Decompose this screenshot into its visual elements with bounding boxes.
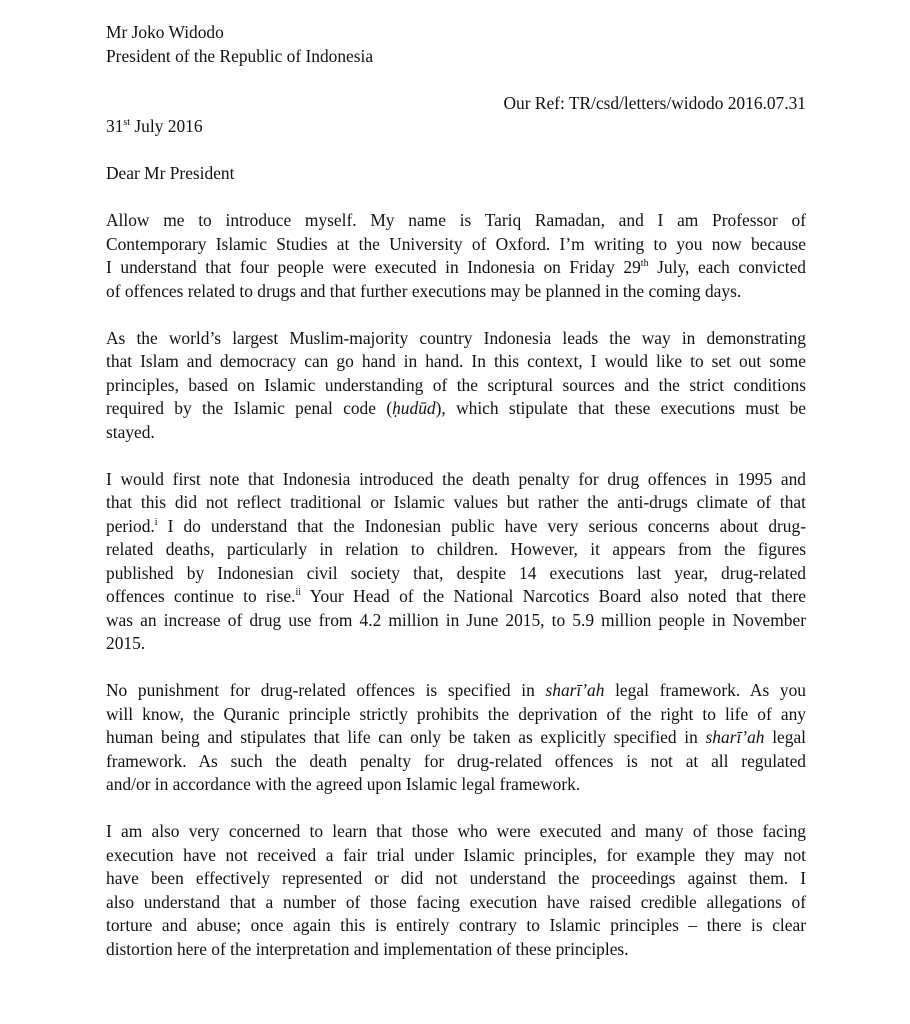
letter-ref — [106, 92, 806, 116]
text-line — [106, 92, 806, 116]
letter-date — [106, 115, 806, 139]
text-run: offences continue to rise. — [106, 586, 296, 606]
text-run: legal framework. As you — [604, 680, 806, 700]
text-line — [106, 867, 806, 891]
text-run: July, each convicted — [648, 257, 806, 277]
text-run: legal — [764, 727, 806, 747]
text-run: 31 — [106, 116, 124, 136]
text-run: I am also very concerned to learn that those who were executed and many of those facing — [106, 821, 806, 841]
text-run: principles, based on Islamic understanding of the scriptural sources and the strict conditions — [106, 374, 806, 395]
paragraph-spacer — [106, 303, 806, 327]
text-line — [106, 703, 806, 727]
letter-paragraph — [106, 679, 806, 797]
ordinal-suffix: st — [123, 117, 131, 128]
paragraph-spacer — [106, 186, 806, 210]
text-run: stayed. — [106, 421, 155, 442]
paragraph-spacer — [106, 139, 806, 163]
text-line — [106, 162, 806, 186]
letter-paragraph — [106, 468, 806, 656]
text-run: related deaths, particularly in relation to children. However, it appears from the figures — [106, 539, 806, 559]
text-run: Contemporary Islamic Studies at the University of Oxford. I’m writing to you now because — [106, 233, 806, 254]
text-line — [106, 844, 806, 868]
text-run: No punishment for drug-related offences is specified in — [106, 680, 546, 700]
text-line — [106, 491, 806, 515]
italic-term: sharī’ah — [545, 680, 605, 700]
text-run: Your Head of the National Narcotics Board also noted that there — [301, 586, 806, 606]
text-line — [106, 609, 806, 633]
text-run: Our Ref: TR/csd/letters/widodo 2016.07.31 — [503, 92, 806, 113]
text-line — [106, 397, 806, 421]
text-line — [106, 773, 806, 797]
text-line — [106, 350, 806, 374]
text-run: Allow me to introduce myself. My name is Tariq Ramadan, and I am Professor of — [106, 210, 806, 230]
text-line — [106, 538, 806, 562]
text-run: required by the Islamic penal code ( — [106, 398, 393, 418]
text-line — [106, 115, 806, 139]
text-line — [106, 632, 806, 656]
letter-page — [106, 21, 806, 961]
text-run: human being and stipulates that life can only be taken as explicitly specified in — [106, 727, 706, 747]
text-run: published by Indonesian civil society that, despite 14 executions last year, drug-related — [106, 562, 806, 583]
text-line — [106, 585, 806, 609]
text-run: President of the Republic of Indonesia — [106, 45, 374, 66]
letter-paragraph — [106, 820, 806, 961]
text-run: was an increase of drug use from 4.2 million in June 2015, to 5.9 million people in November — [106, 609, 806, 630]
text-run: 2015. — [106, 633, 146, 653]
text-line — [106, 374, 806, 398]
text-line — [106, 45, 806, 69]
text-run: As the world’s largest Muslim-majority country Indonesia leads the way in demonstrating — [106, 327, 806, 348]
text-line — [106, 820, 806, 844]
text-run: also understand that a number of those facing execution have raised credible allegations of — [106, 891, 806, 912]
text-run: and/or in accordance with the agreed upon Islamic legal framework. — [106, 774, 581, 794]
paragraph-spacer — [106, 656, 806, 680]
text-run: that this did not reflect traditional or Islamic values but rather the anti-drugs climate of that — [106, 492, 806, 512]
paragraph-spacer — [106, 444, 806, 468]
text-line — [106, 562, 806, 586]
text-line — [106, 280, 806, 304]
text-line — [106, 256, 806, 280]
text-line — [106, 891, 806, 915]
text-run: Dear Mr President — [106, 163, 235, 183]
letter-salutation — [106, 162, 806, 186]
text-run: distortion here of the interpretation and implementation of these principles. — [106, 938, 629, 959]
letter-paragraph — [106, 327, 806, 445]
text-line — [106, 679, 806, 703]
text-run: torture and abuse; once again this is entirely contrary to Islamic principles – there is clear — [106, 915, 806, 935]
text-line — [106, 421, 806, 445]
footnote-marker: i — [154, 516, 158, 528]
text-line — [106, 327, 806, 351]
text-line — [106, 209, 806, 233]
text-run: I understand that four people were executed in Indonesia on Friday 29 — [106, 257, 641, 277]
footnote-marker: ii — [295, 587, 302, 598]
text-run: I would first note that Indonesia introduced the death penalty for drug offences in 1995 and — [106, 468, 806, 489]
text-line — [106, 750, 806, 774]
paragraph-spacer — [106, 797, 806, 821]
ordinal-suffix: th — [640, 258, 649, 269]
text-run: ), which stipulate that these executions must be — [435, 398, 806, 418]
text-line — [106, 914, 806, 938]
italic-term: ḥudūd — [392, 398, 436, 418]
text-run: have been effectively represented or did not understand the proceedings against them. I — [106, 868, 806, 888]
text-run: period. — [106, 515, 155, 536]
text-line — [106, 21, 806, 45]
text-run: of offences related to drugs and that further executions may be planned in the coming days. — [106, 280, 742, 301]
text-run: framework. As such the death penalty for drug-related offences is not at all regulated — [106, 750, 806, 771]
italic-term: sharī’ah — [705, 727, 765, 747]
text-run: July 2016 — [130, 116, 203, 136]
paragraph-spacer — [106, 68, 806, 92]
text-run: will know, the Quranic principle strictly prohibits the deprivation of the right to life of any — [106, 703, 806, 724]
text-run: Mr Joko Widodo — [106, 22, 224, 42]
text-run: I do understand that the Indonesian public have very serious concerns about drug- — [157, 515, 806, 536]
text-line — [106, 468, 806, 492]
text-line — [106, 938, 806, 962]
text-line — [106, 233, 806, 257]
text-line — [106, 515, 806, 539]
text-line — [106, 726, 806, 750]
text-run: that Islam and democracy can go hand in hand. In this context, I would like to set out some — [106, 351, 806, 371]
text-run: execution have not received a fair trial under Islamic principles, for example they may not — [106, 844, 806, 865]
letter-address — [106, 21, 806, 68]
letter-paragraph — [106, 209, 806, 303]
